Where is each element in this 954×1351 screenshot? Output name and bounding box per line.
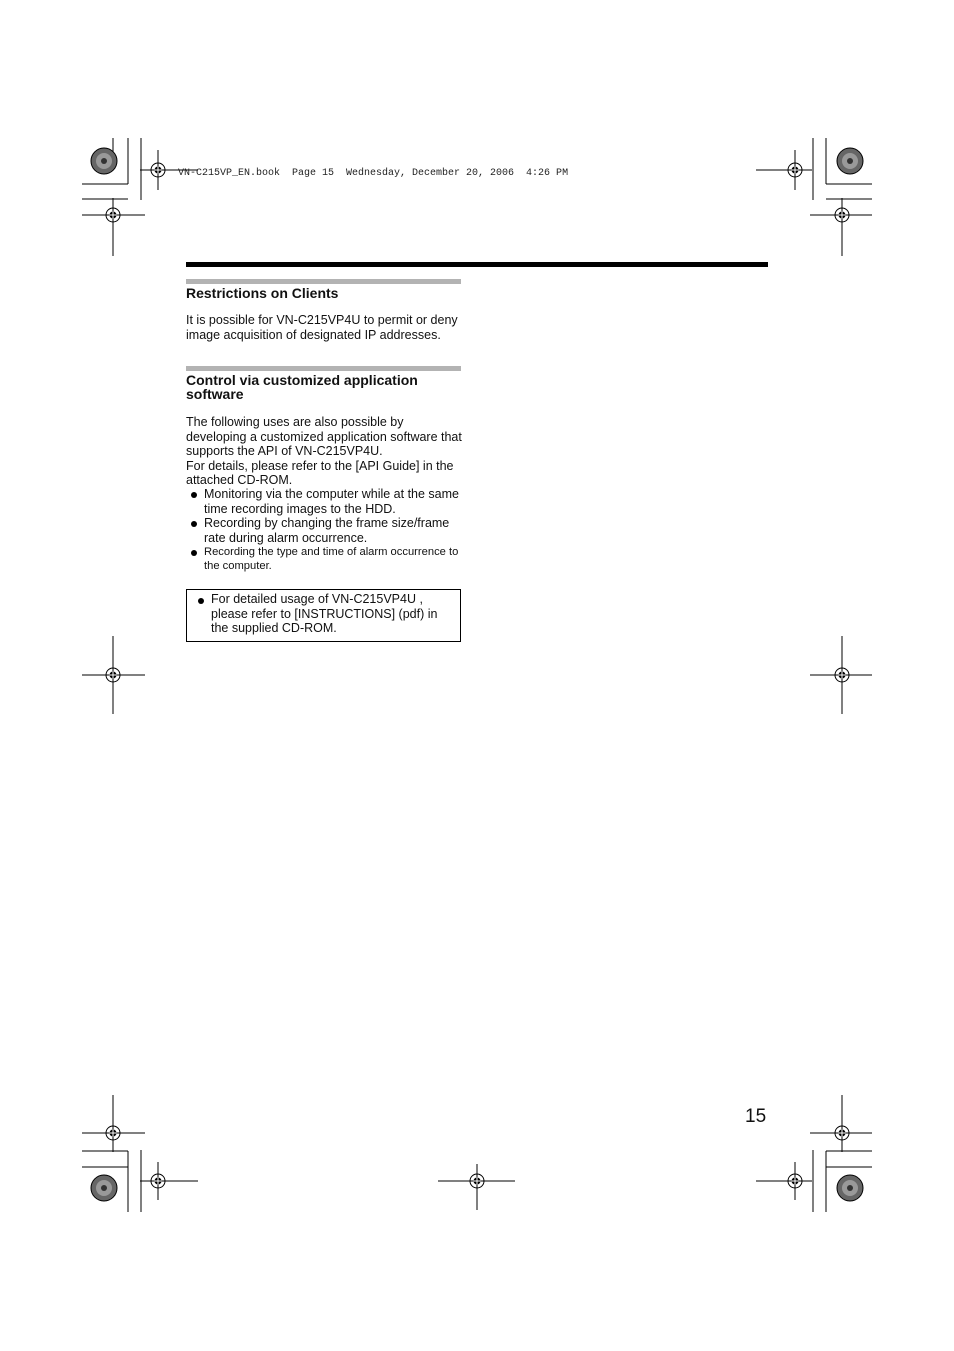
body-paragraph: For details, please refer to the [API Guide] in the attached CD-ROM.: [186, 458, 454, 488]
bullet-icon: [191, 521, 197, 527]
note-box: [186, 589, 461, 642]
top-rule: [186, 262, 768, 267]
print-header: VN-C215VP_EN.book Page 15 Wednesday, December 20, 2006 4:26 PM: [178, 168, 569, 179]
section-rule: [186, 366, 461, 371]
section-heading-restrictions: Restrictions on Clients: [186, 285, 339, 301]
bullet-icon: [191, 550, 197, 556]
list-item: Recording by changing the frame size/frame rate during alarm occurrence.: [186, 516, 462, 545]
bullet-icon: [191, 492, 197, 498]
bullet-icon: [198, 598, 204, 604]
list-item: Recording the type and time of alarm occurrence to the computer.: [186, 545, 462, 573]
body-paragraph: The following uses are also possible by developing a customized application software that supports the API of VN-C215VP4U.: [186, 415, 462, 459]
list-item: Monitoring via the computer while at the same time recording images to the HDD.: [186, 487, 462, 516]
section-heading-control: Control via customized application software: [186, 372, 418, 402]
section-body-control: [186, 415, 462, 488]
note-text: For detailed usage of VN-C215VP4U , please refer to [INSTRUCTIONS] (pdf) in the supplied CD-ROM.: [211, 592, 438, 636]
section-rule: [186, 279, 461, 284]
bullet-list: [186, 487, 462, 573]
page-number: 15: [745, 1106, 767, 1127]
section-body-restrictions: It is possible for VN-C215VP4U to permit or deny image acquisition of designated IP addresses.: [186, 313, 458, 342]
